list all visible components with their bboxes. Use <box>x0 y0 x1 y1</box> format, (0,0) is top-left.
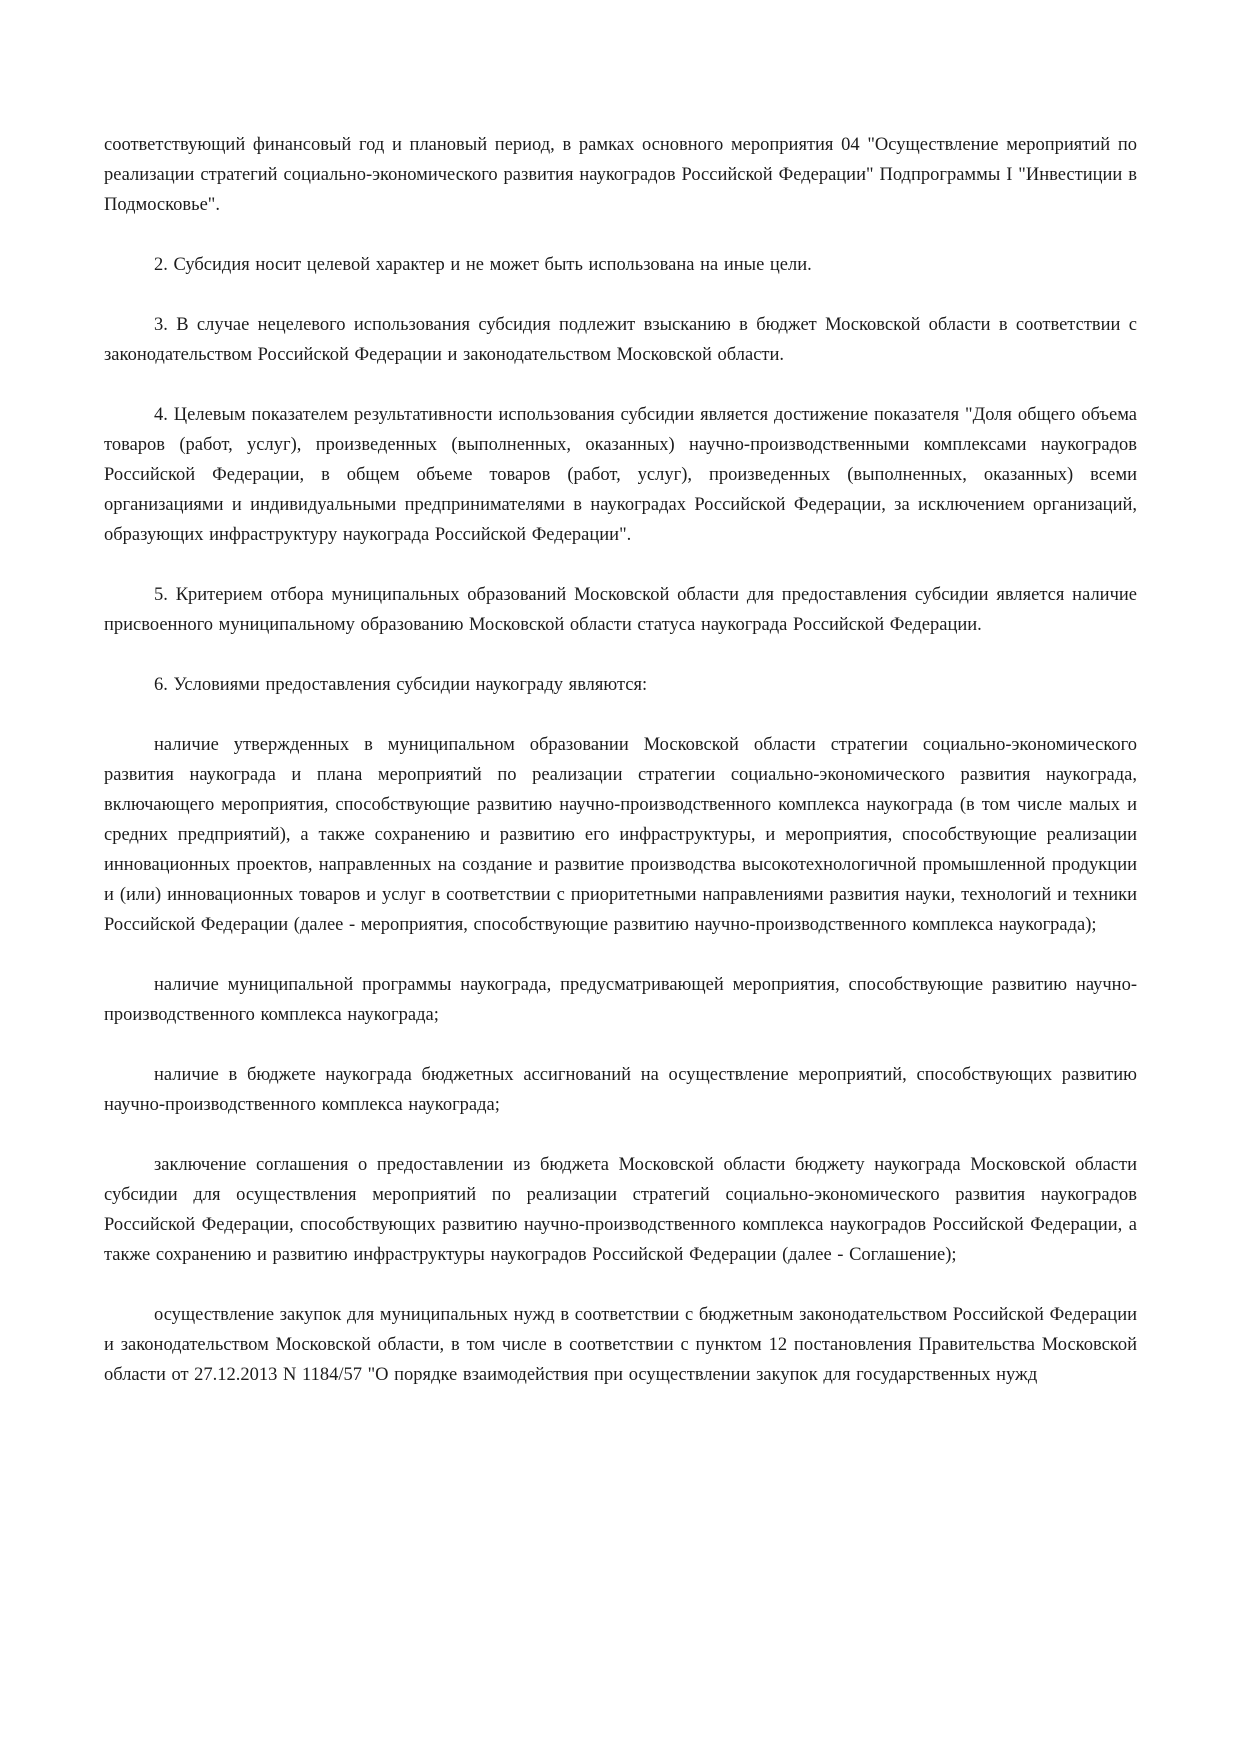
paragraph: соответствующий финансовый год и плановый период, в рамках основного мероприятия 04 "Осуществление мероприятий по реализации стратегий социально-экономического развития наукоградов Российской Федерации" Подпрограммы I "Инвестиции в Подмосковье". <box>104 135 1137 215</box>
document-body <box>104 130 1137 1390</box>
paragraph: осуществление закупок для муниципальных нужд в соответствии с бюджетным законодательством Российской Федерации и законодательством Московской области, в том числе в соответствии с пунктом 12 постановления Правительства Московской области от 27.12.2013 N 1184/57 "О порядке взаимодействия при осуществлении закупок для государственных нужд <box>104 1305 1137 1385</box>
paragraph: 2. Субсидия носит целевой характер и не может быть использована на иные цели. <box>154 255 812 275</box>
paragraph: наличие муниципальной программы наукограда, предусматривающей мероприятия, способствующие развитию научно-производственного комплекса наукограда; <box>104 975 1137 1025</box>
paragraph: 6. Условиями предоставления субсидии наукограду являются: <box>154 675 648 695</box>
paragraph: наличие в бюджете наукограда бюджетных ассигнований на осуществление мероприятий, способствующих развитию научно-производственного комплекса наукограда; <box>104 1065 1137 1115</box>
paragraph: заключение соглашения о предоставлении из бюджета Московской области бюджету наукограда Московской области субсидии для осуществления мероприятий по реализации стратегий социально-экономического развития наукоградов Российской Федерации, способствующих развитию научно-производственного комплекса наукоградов Российской Федерации, а также сохранению и развитию инфраструктуры наукоградов Российской Федерации (далее - Соглашение); <box>104 1155 1137 1265</box>
paragraph: 4. Целевым показателем результативности использования субсидии является достижение показателя "Доля общего объема товаров (работ, услуг), произведенных (выполненных, оказанных) научно-производственными комплексами наукоградов Российской Федерации, в общем объеме товаров (работ, услуг), произведенных (выполненных, оказанных) всеми организациями и индивидуальными предпринимателями в наукоградах Российской Федерации, за исключением организаций, образующих инфраструктуру наукограда Российской Федерации". <box>104 405 1137 545</box>
paragraph: 5. Критерием отбора муниципальных образований Московской области для предоставления субсидии является наличие присвоенного муниципальному образованию Московской области статуса наукограда Российской Федерации. <box>104 585 1137 635</box>
paragraph: 3. В случае нецелевого использования субсидия подлежит взысканию в бюджет Московской области в соответствии с законодательством Российской Федерации и законодательством Московской области. <box>104 315 1137 365</box>
paragraph: наличие утвержденных в муниципальном образовании Московской области стратегии социально-экономического развития наукограда и плана мероприятий по реализации стратегии социально-экономического развития наукограда, включающего мероприятия, способствующие развитию научно-производственного комплекса наукограда (в том числе малых и средних предприятий), а также сохранению и развитию его инфраструктуры, и мероприятия, способствующие реализации инновационных проектов, направленных на создание и развитие производства высокотехнологичной промышленной продукции и (или) инновационных товаров и услуг в соответствии с приоритетными направлениями развития науки, технологий и техники Российской Федерации (далее - мероприятия, способствующие развитию научно-производственного комплекса наукограда); <box>104 735 1137 935</box>
